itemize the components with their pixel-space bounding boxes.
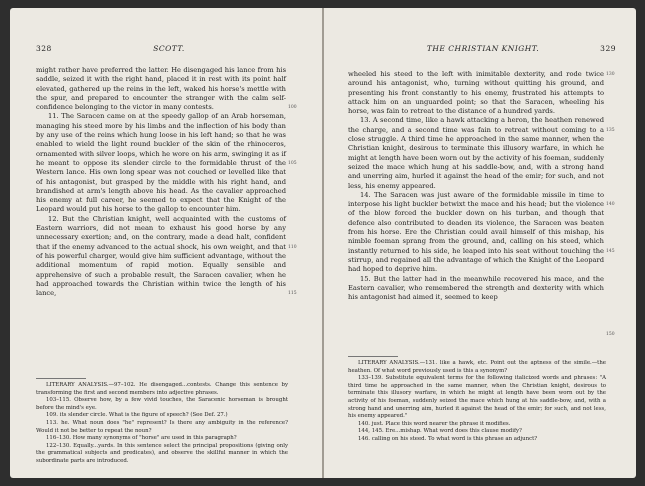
body-text: [36, 66, 286, 298]
paragraph: 14. The Saracen was just aware of the formidable missile in time to interpose his light buckler betwixt the mace and his head; but the violence of the blow forced the buckler down on his turban, and though that defence also contributed to deaden its violence, the Saracen was beaten from his horse. Ere the Christian could avail himself of this mishap, his nimble foeman sprang from the ground, and, calling on his steed, which instantly returned to his side, he leaped into his seat without touching the stirrup, and regained all the advantage of which the Knight of the Leopard had hoped to deprive him.: [348, 190, 604, 274]
footnote: 140. just. Place this word nearer the phrase it modifies.: [358, 420, 511, 427]
right-page-header: [350, 44, 616, 56]
left-page-header: [36, 44, 302, 56]
footnote: 113. he. What noun does "he" represent? Is there any ambiguity in the reference? Would it not be better to repeat the noun?: [36, 419, 288, 434]
line-number: 135: [606, 127, 615, 133]
footnotes: [348, 360, 606, 444]
body-text: [348, 70, 604, 302]
running-head: SCOTT.: [153, 44, 185, 53]
notes-divider: [36, 378, 86, 379]
right-page: [324, 8, 636, 478]
footnotes: [36, 382, 288, 466]
page-number: 328: [36, 44, 52, 53]
running-head: THE CHRISTIAN KNIGHT.: [426, 44, 540, 53]
footnote: 146. calling on his steed. To what word is this phrase an adjunct?: [358, 435, 538, 442]
footnote: 144, 145. Ere...mishap. What word does this clause modify?: [358, 428, 522, 435]
line-number: 130: [606, 72, 615, 77]
left-page: [10, 8, 322, 478]
line-number: 145: [606, 248, 615, 254]
notes-divider: [348, 356, 398, 357]
footnote: LITERARY ANALYSIS.—131. like a hawk, etc. Point out the aptness of the simile.—the heathen. Of what word previously used is this a synonym?: [348, 360, 606, 374]
line-number: 100: [288, 105, 297, 111]
line-number: 140: [606, 202, 615, 208]
paragraph: might rather have preferred the latter. He disengaged his lance from his saddle, seized it with the right hand, placed it in rest with its point half elevated, gathered up the reins in the left, waked his horse's mettle with the spur, and prepared to encounter the stranger with the calm self-confidence belonging to the victor in many contests.: [36, 66, 286, 112]
paragraph: 11. The Saracen came on at the speedy gallop of an Arab horseman, managing his steed more by his limbs and the inflection of his body than by any use of the reins which hung loose in his left hand; so that he was enabled to wield the light round buckler of the skin of the rhinoceros, ornamented with silver loops, which he wore on his arm, swinging it as if he meant to oppose its slender circle to the formidable thrust of the Western lance. His own long spear was not couched or levelled like that of his antagonist, but grasped by the middle with his right hand, and brandished at arm's length above his head. As the cavalier approached his enemy at full career, he seemed to expect that the Knight of the Leopard would put his horse to the gallop to encounter him.: [36, 112, 286, 214]
line-number: 110: [288, 244, 297, 250]
line-number: 115: [288, 291, 297, 297]
footnote: 116–130. How many synonyms of "horse" are used in this paragraph?: [46, 435, 237, 442]
page-number: 329: [600, 44, 616, 53]
footnote: 103–115. Observe how, by a few vivid touches, the Saracenic horseman is brought before the mind's eye.: [36, 397, 288, 411]
paragraph: 15. But the latter had in the meanwhile recovered his mace, and the Eastern cavalier, who remembered the strength and dexterity with which his antagonist had aimed it, seemed to keep: [348, 274, 604, 302]
footnote: 109. its slender circle. What is the figure of speech? (See Def. 27.): [46, 412, 228, 419]
paragraph: 12. But the Christian knight, well acquainted with the customs of Eastern warriors, did not mean to exhaust his good horse by any unnecessary exertion; and, on the contrary, made a dead halt, confident that if the enemy advanced to the actual shock, his own weight, and that of his powerful charger, would give him sufficient advantage, without the additional momentum of rapid motion. Equally sensible and apprehensive of such a probable result, the Saracen cavalier, when he had approached towards the Christian within twice the length of his lance,: [36, 214, 286, 298]
footnote: 122–130. Equally...yards. In this sentence select the principal propositions (giving only the grammatical subjects and predicates), and observe the skillful manner in which the subordinate parts are introduced.: [36, 442, 288, 464]
paragraph: wheeled his steed to the left with inimitable dexterity, and rode twice around his antagonist, who, turning without quitting his ground, and presenting his front constantly to his enemy, frustrated his attempts to attack him on an unguarded point; so that the Saracen, wheeling his horse, was fain to retreat to the distance of a hundred yards.: [348, 70, 604, 116]
footnote: LITERARY ANALYSIS.—97–102. He disengaged...contests. Change this sentence by transforming the first and second members into adjective phrases.: [36, 382, 288, 396]
line-number: 105: [288, 161, 297, 166]
footnote: 133–139. Substitute equivalent terms for the following italicized words and phrases: "A third time he approached in the same manner, when the Christian knight, desirous to terminate this illusory warfare, in which he might at length have been worn out by the activity of his foeman, suddenly seized the mace which hung at his saddle-bow, and, with a strong hand and unerring aim, hurled it against the head of the emir; for such, and not less, his enemy appeared.": [348, 375, 606, 420]
paragraph: 13. A second time, like a hawk attacking a heron, the heathen renewed the charge, and a second time was fain to retreat without coming to a close struggle. A third time he approached in the same manner, when the Christian knight, desirous to terminate this illusory warfare, in which he might at length have been worn out by the activity of his foeman, suddenly seized the mace which hung at his saddle-bow, and, with a strong hand and unerring aim, hurled it against the head of the emir; for such, and not less, his enemy appeared.: [348, 116, 604, 190]
line-number: 150: [606, 332, 615, 338]
